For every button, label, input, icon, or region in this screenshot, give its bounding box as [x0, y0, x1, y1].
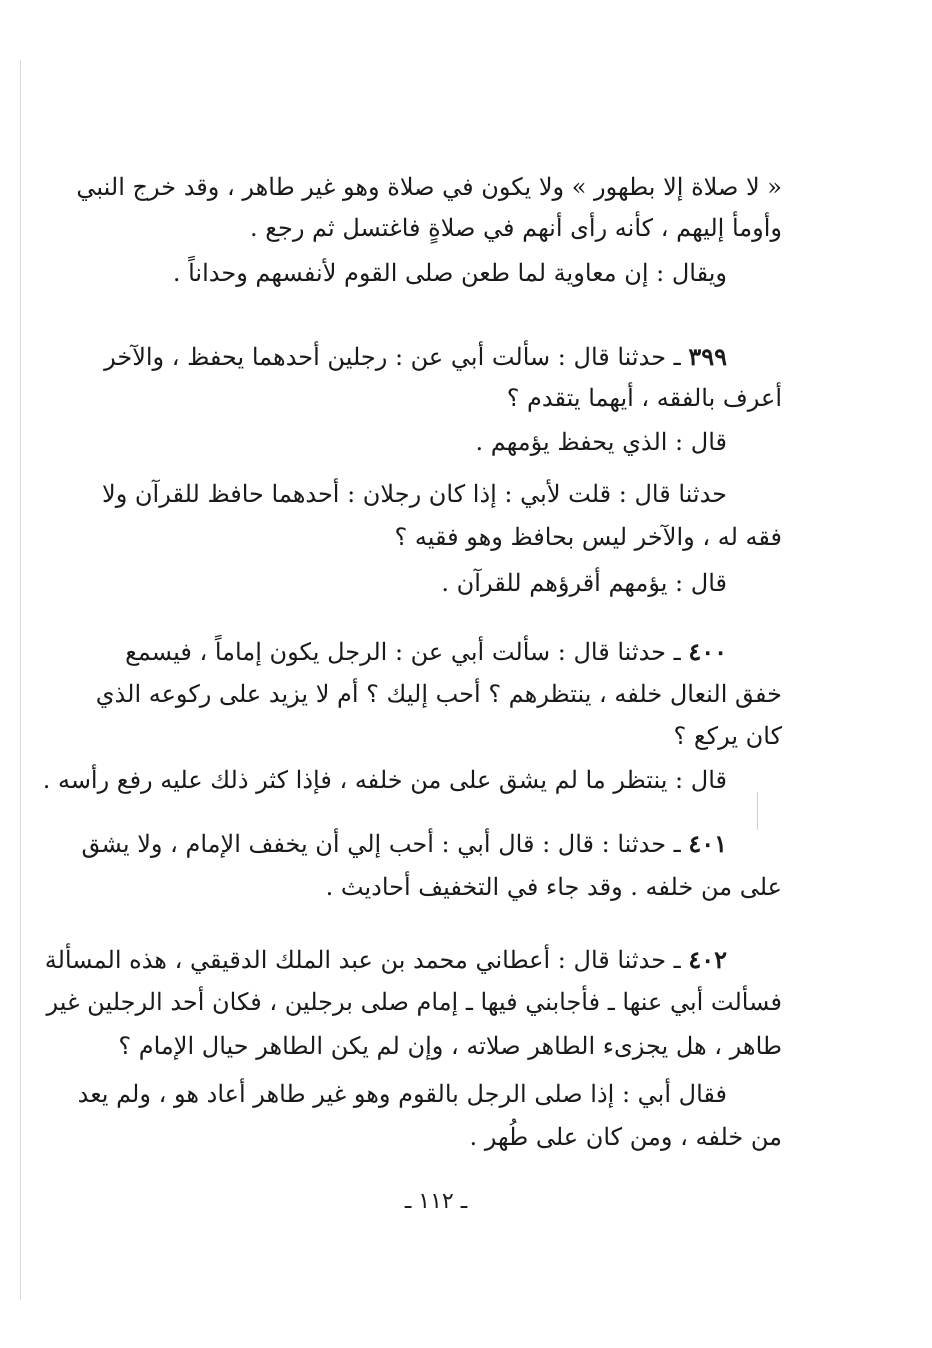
entry-399-text: ـ حدثنا قال : سألت أبي عن : رجلين أحدهما يحفظ ، والآخر [104, 343, 681, 371]
entry-399-line-6: قال : يؤمهم أقرؤهم للقرآن . [441, 569, 727, 597]
entry-401-text: ـ حدثنا : قال : قال أبي : أحب إلي أن يخفف الإمام ، ولا يشق [81, 830, 681, 858]
intro-line-3: ويقال : إن معاوية لما طعن صلى القوم لأنفسهم وحداناً . [172, 259, 727, 287]
entry-401-line-1 [81, 827, 727, 861]
entry-402-line-3: طاهر ، هل يجزىء الطاهر صلاته ، وإن لم يكن الطاهر حيال الإمام ؟ [118, 1032, 782, 1060]
entry-402-line-2: فسألت أبي عنها ـ فأجابني فيها ـ إمام صلى برجلين ، فكان أحد الرجلين غير [46, 988, 782, 1016]
entry-399-line-4: حدثنا قال : قلت لأبي : إذا كان رجلان : أحدهما حافظ للقرآن ولا [102, 480, 727, 508]
entry-402-line-4: فقال أبي : إذا صلى الرجل بالقوم وهو غير طاهر أعاد هو ، ولم يعد [77, 1080, 727, 1108]
entry-number: ٤٠٢ [688, 945, 727, 974]
intro-line-2: وأومأ إليهم ، كأنه رأى أنهم في صلاةٍ فاغتسل ثم رجع . [249, 214, 782, 242]
entry-402-line-5: من خلفه ، ومن كان على طُهر . [469, 1123, 782, 1151]
entry-399-line-2: أعرف بالفقه ، أيهما يتقدم ؟ [506, 384, 782, 412]
entry-399-line-3: قال : الذي يحفظ يؤمهم . [475, 428, 727, 456]
entry-400-text: ـ حدثنا قال : سألت أبي عن : الرجل يكون إماماً ، فيسمع [125, 638, 681, 666]
entry-401-line-2: على من خلفه . وقد جاء في التخفيف أحاديث . [325, 873, 782, 901]
entry-399-line-5: فقه له ، والآخر ليس بحافظ وهو فقيه ؟ [394, 523, 782, 551]
entry-400-line-1 [125, 635, 727, 669]
entry-402-text: ـ حدثنا قال : أعطاني محمد بن عبد الملك الدقيقي ، هذه المسألة [44, 946, 681, 974]
entry-400-line-3: كان يركع ؟ [673, 722, 782, 750]
entry-400-line-2: خفق النعال خلفه ، ينتظرهم ؟ أحب إليك ؟ أم لا يزيد على ركوعه الذي [95, 680, 782, 708]
intro-line-1: « لا صلاة إلا بطهور » ولا يكون في صلاة وهو غير طاهر ، وقد خرج النبي [76, 173, 782, 201]
entry-number: ٤٠١ [688, 829, 727, 858]
left-margin-rule [20, 60, 21, 1300]
entry-402-line-1 [44, 943, 727, 977]
entry-number: ٤٠٠ [688, 637, 727, 666]
entry-number: ٣٩٩ [688, 342, 727, 371]
entry-400-line-4: قال : ينتظر ما لم يشق على من خلفه ، فإذا كثر ذلك عليه رفع رأسه . [42, 766, 727, 794]
page-number: ـ ١١٢ ـ [404, 1189, 468, 1214]
entry-399-line-1 [104, 340, 727, 374]
paper-scratch-mark [757, 792, 758, 830]
